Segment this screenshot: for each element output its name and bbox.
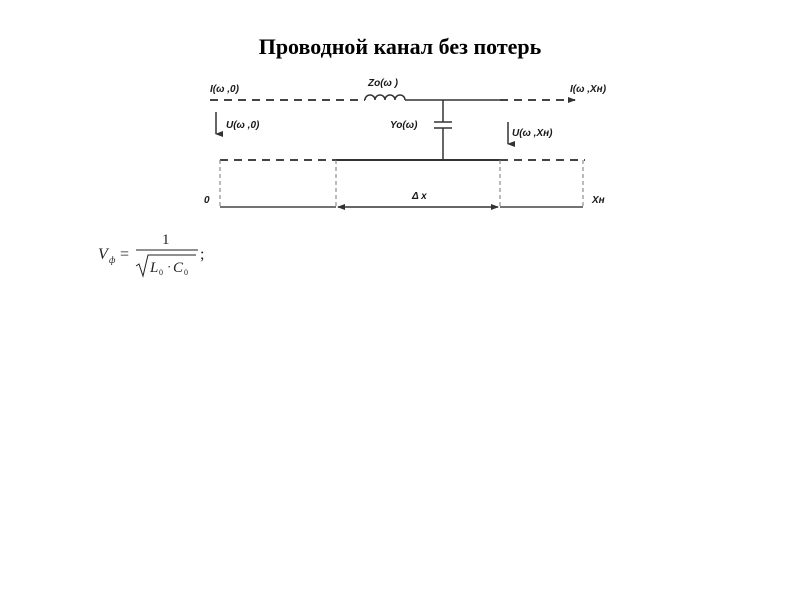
- formula-equals: =: [120, 246, 130, 263]
- formula-lhs-var: V: [98, 246, 108, 263]
- formula-terminator: ;: [200, 246, 205, 263]
- formula-numerator: 1: [162, 232, 170, 248]
- formula-den-dot: ·: [167, 259, 172, 274]
- current-in-label: I(ω ,0): [210, 84, 239, 95]
- delta-x-label: Δ x: [412, 191, 427, 202]
- current-out-label: I(ω ,Xн): [570, 84, 607, 95]
- impedance-label: Zo(ω ): [368, 78, 398, 89]
- formula-den-C: C: [173, 260, 184, 276]
- formula-lhs-sub: ф: [109, 255, 116, 265]
- transmission-line-diagram: [190, 70, 630, 220]
- x-end-label: Xн: [592, 195, 605, 206]
- formula-den-C-sub: 0: [184, 268, 188, 277]
- x-start-label: 0: [204, 195, 210, 206]
- voltage-out-label: U(ω ,Xн): [512, 128, 553, 139]
- formula-den-L-sub: 0: [159, 268, 163, 277]
- admittance-label: Yo(ω): [390, 120, 418, 131]
- phase-velocity-formula: [96, 226, 236, 286]
- inductor-symbol: [365, 95, 405, 100]
- formula-den-L: L: [150, 260, 159, 276]
- page-title: Проводной канал без потерь: [258, 34, 542, 59]
- voltage-in-label: U(ω ,0): [226, 120, 260, 131]
